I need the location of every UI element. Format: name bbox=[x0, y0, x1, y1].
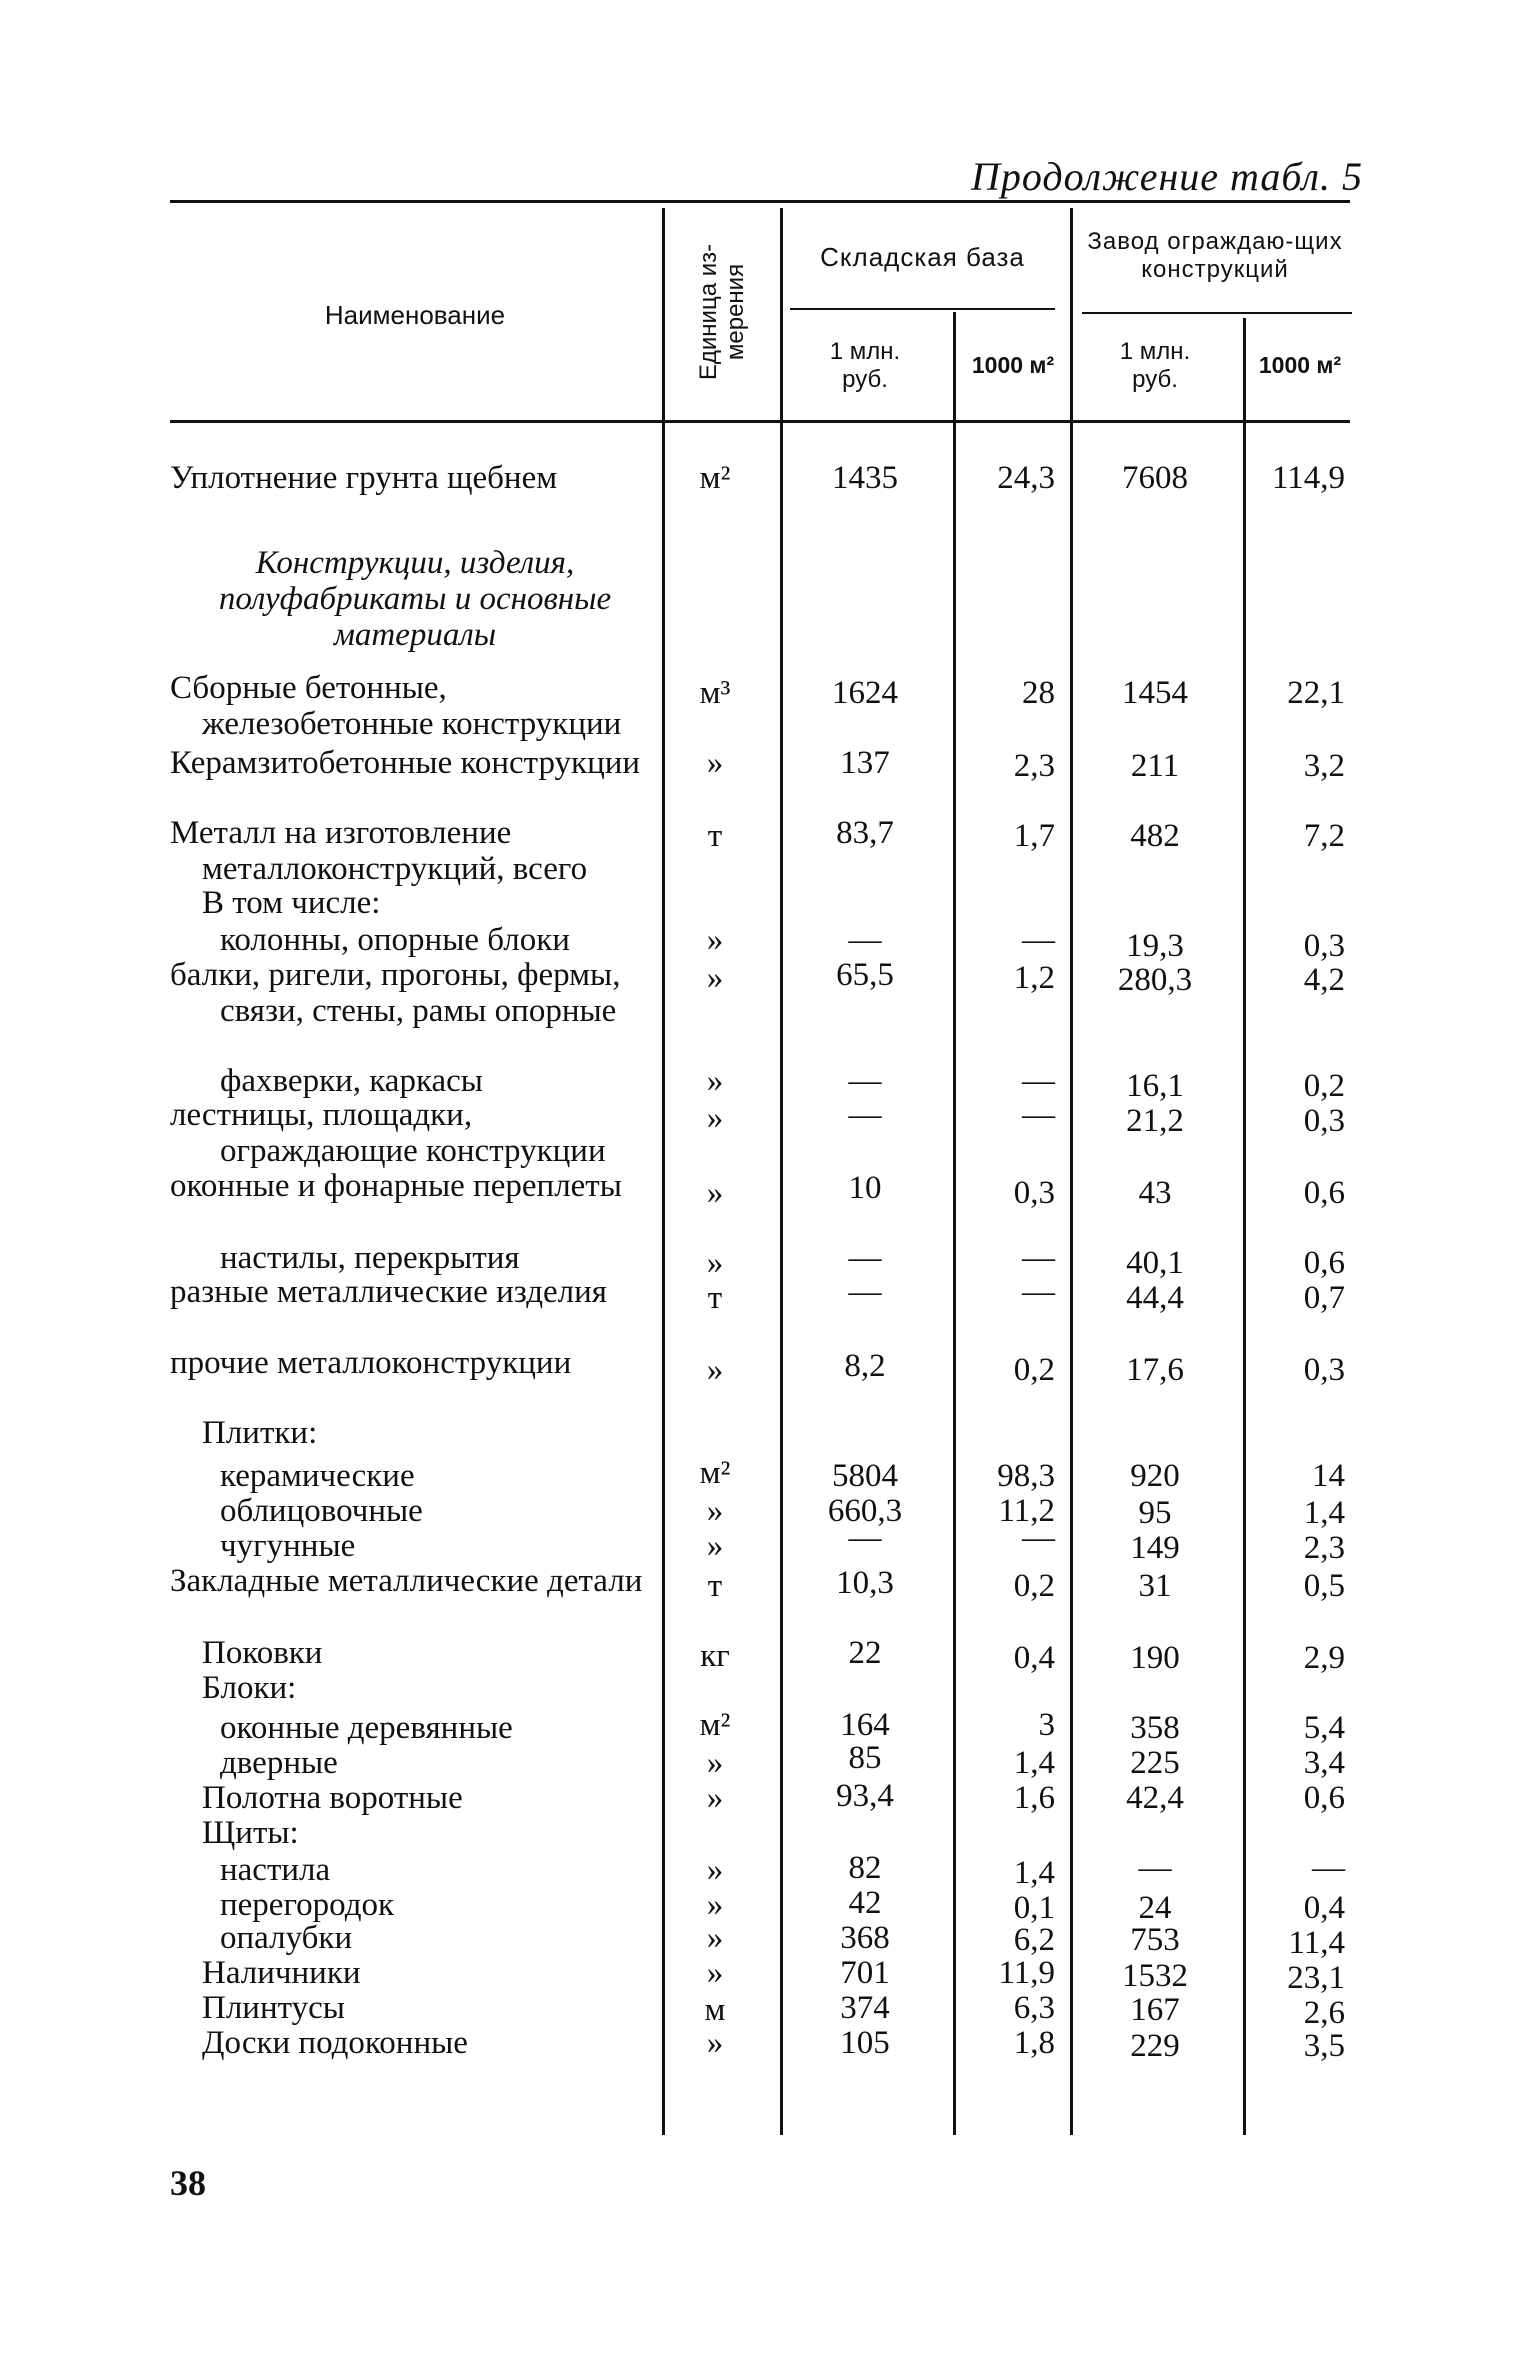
value-cell: 374 bbox=[840, 1990, 890, 2026]
value-cell: 11,4 bbox=[1288, 1925, 1345, 1961]
value-cell: 105 bbox=[840, 2025, 890, 2061]
value-cell: 753 bbox=[1130, 1922, 1180, 1958]
value-cell: 5,4 bbox=[1303, 1710, 1345, 1746]
unit-cell: » bbox=[706, 2025, 724, 2061]
value-cell: 1,4 bbox=[1303, 1495, 1345, 1531]
value-cell: 28 bbox=[1022, 675, 1055, 711]
value-cell: 95 bbox=[1138, 1495, 1172, 1531]
header-plant-1000: 1000 м² bbox=[1258, 352, 1342, 378]
value-cell: 23,1 bbox=[1287, 1960, 1345, 1996]
value-cell: 42,4 bbox=[1126, 1780, 1184, 1816]
value-cell: 5804 bbox=[832, 1458, 898, 1494]
table-row: оконные деревянные bbox=[220, 1710, 513, 1746]
table-row: лестницы, площадки, ограждающие конструкции bbox=[170, 1097, 606, 1169]
unit-cell: т bbox=[707, 1280, 723, 1316]
value-cell: 1,4 bbox=[1013, 1855, 1055, 1891]
value-cell: 22 bbox=[848, 1635, 882, 1671]
header-warehouse-1000: 1000 м² bbox=[971, 352, 1055, 378]
value-cell: 0,2 bbox=[1303, 1068, 1345, 1104]
value-cell: 93,4 bbox=[836, 1778, 894, 1814]
value-cell: 368 bbox=[840, 1920, 890, 1956]
value-cell: 0,6 bbox=[1303, 1245, 1345, 1281]
value-cell: 4,2 bbox=[1303, 962, 1345, 998]
value-cell: 0,6 bbox=[1303, 1780, 1345, 1816]
table-row: керамические bbox=[220, 1458, 415, 1494]
value-cell: 660,3 bbox=[827, 1493, 903, 1529]
unit-cell: » bbox=[706, 1175, 724, 1211]
value-cell: 42 bbox=[848, 1885, 882, 1921]
value-cell: 920 bbox=[1130, 1458, 1180, 1494]
page-number: 38 bbox=[170, 2163, 206, 2203]
value-cell: — bbox=[1022, 922, 1055, 958]
unit-cell: т bbox=[707, 818, 723, 854]
value-cell: 3,4 bbox=[1303, 1745, 1345, 1781]
value-cell: 358 bbox=[1130, 1710, 1180, 1746]
header-plant: Завод ограждаю-щих конструкций bbox=[1087, 228, 1343, 283]
table-row: прочие металлоконструкции bbox=[170, 1345, 572, 1381]
value-cell: — bbox=[848, 1520, 882, 1556]
value-cell: 44,4 bbox=[1126, 1280, 1184, 1316]
value-cell: 1,8 bbox=[1013, 2025, 1055, 2061]
value-cell: 114,9 bbox=[1271, 460, 1345, 496]
value-cell: 85 bbox=[848, 1740, 882, 1776]
value-cell: 82 bbox=[848, 1850, 882, 1886]
value-cell: 6,2 bbox=[1013, 1922, 1055, 1958]
unit-cell: » bbox=[706, 1352, 724, 1388]
value-cell: — bbox=[848, 1097, 882, 1133]
table-row: балки, ригели, прогоны, фермы, связи, стены, рамы опорные bbox=[170, 957, 621, 1029]
table-row: настила bbox=[220, 1852, 331, 1888]
subheading: Щиты: bbox=[202, 1815, 299, 1851]
table-row: облицовочные bbox=[220, 1493, 423, 1529]
unit-cell: » bbox=[706, 1063, 724, 1099]
table-row: Керамзитобетонные конструкции bbox=[170, 745, 641, 781]
value-cell: 8,2 bbox=[844, 1348, 886, 1384]
value-cell: 40,1 bbox=[1126, 1245, 1184, 1281]
header-warehouse-mln: 1 млн. руб. bbox=[829, 338, 901, 393]
value-cell: 98,3 bbox=[997, 1458, 1055, 1494]
value-cell: 0,2 bbox=[1013, 1568, 1055, 1604]
value-cell: 0,3 bbox=[1303, 1103, 1345, 1139]
table-row: Поковки bbox=[202, 1635, 323, 1671]
table-row: опалубки bbox=[220, 1920, 353, 1956]
value-cell: 3 bbox=[1038, 1707, 1055, 1743]
value-cell: 1435 bbox=[832, 460, 898, 496]
table-row: Наличники bbox=[202, 1955, 361, 1991]
value-cell: 0,6 bbox=[1303, 1175, 1345, 1211]
value-cell: 83,7 bbox=[836, 815, 894, 851]
value-cell: 11,9 bbox=[998, 1955, 1055, 1991]
unit-cell: м bbox=[704, 1992, 726, 2028]
value-cell: 225 bbox=[1130, 1745, 1180, 1781]
value-cell: 0,7 bbox=[1303, 1280, 1345, 1316]
value-cell: 24 bbox=[1138, 1890, 1172, 1926]
value-cell: 0,3 bbox=[1013, 1175, 1055, 1211]
value-cell: 0,1 bbox=[1013, 1890, 1055, 1926]
value-cell: 6,3 bbox=[1013, 1990, 1055, 2026]
value-cell: — bbox=[848, 922, 882, 958]
value-cell: 482 bbox=[1130, 818, 1180, 854]
value-cell: 1,7 bbox=[1013, 818, 1055, 854]
value-cell: 2,3 bbox=[1013, 748, 1055, 784]
value-cell: 1,2 bbox=[1013, 960, 1055, 996]
unit-cell: » bbox=[706, 1100, 724, 1136]
header-name: Наименование bbox=[324, 300, 506, 330]
value-cell: — bbox=[848, 1274, 882, 1310]
value-cell: 280,3 bbox=[1117, 962, 1193, 998]
value-cell: 14 bbox=[1312, 1458, 1345, 1494]
value-cell: — bbox=[1022, 1520, 1055, 1556]
table-row: фахверки, каркасы bbox=[220, 1063, 483, 1099]
value-cell: 0,2 bbox=[1013, 1352, 1055, 1388]
subheading: В том числе: bbox=[202, 885, 381, 921]
table-row: колонны, опорные блоки bbox=[220, 922, 570, 958]
table-row: Доски подоконные bbox=[202, 2025, 468, 2061]
value-cell: 16,1 bbox=[1126, 1068, 1184, 1104]
value-cell: — bbox=[848, 1063, 882, 1099]
value-cell: 0,3 bbox=[1303, 928, 1345, 964]
value-cell: — bbox=[1138, 1850, 1172, 1886]
table-row: Металл на изготовление металлоконструкций, всего bbox=[170, 815, 588, 887]
header-plant-mln: 1 млн. руб. bbox=[1119, 338, 1191, 393]
value-cell: 211 bbox=[1130, 748, 1180, 784]
section-heading: Конструкции, изделия, полуфабрикаты и основные материалы bbox=[218, 545, 612, 653]
table-row: Уплотнение грунта щебнем bbox=[170, 460, 558, 496]
table-row: Плинтусы bbox=[202, 1990, 345, 2026]
value-cell: 65,5 bbox=[836, 957, 894, 993]
value-cell: 0,4 bbox=[1303, 1890, 1345, 1926]
unit-cell: т bbox=[707, 1568, 723, 1604]
table-row: дверные bbox=[220, 1745, 338, 1781]
unit-cell: » bbox=[706, 922, 724, 958]
value-cell: 1454 bbox=[1122, 675, 1188, 711]
value-cell: 10,3 bbox=[836, 1565, 894, 1601]
value-cell: 1532 bbox=[1122, 1958, 1188, 1994]
table-row: Полотна воротные bbox=[202, 1780, 463, 1816]
value-cell: 1,4 bbox=[1013, 1745, 1055, 1781]
table-row: Сборные бетонные, железобетонные конструкции bbox=[170, 670, 622, 742]
unit-cell: м² bbox=[699, 1707, 731, 1743]
value-cell: 2,9 bbox=[1303, 1640, 1345, 1676]
value-cell: 3,2 bbox=[1303, 748, 1345, 784]
value-cell: 7,2 bbox=[1303, 818, 1345, 854]
unit-cell: м² bbox=[699, 460, 731, 496]
value-cell: — bbox=[1022, 1063, 1055, 1099]
unit-cell: » bbox=[706, 1245, 724, 1281]
unit-cell: » bbox=[706, 745, 724, 781]
table-row: перегородок bbox=[220, 1887, 395, 1923]
value-cell: 11,2 bbox=[998, 1493, 1055, 1529]
unit-cell: » bbox=[706, 960, 724, 996]
unit-cell: м³ bbox=[699, 675, 731, 711]
value-cell: 0,3 bbox=[1303, 1352, 1345, 1388]
subheading: Блоки: bbox=[202, 1670, 297, 1706]
unit-cell: » bbox=[706, 1920, 724, 1956]
value-cell: 164 bbox=[840, 1707, 890, 1743]
table-row: чугунные bbox=[220, 1528, 356, 1564]
unit-cell: » bbox=[706, 1528, 724, 1564]
value-cell: 24,3 bbox=[997, 460, 1055, 496]
value-cell: 2,3 bbox=[1303, 1530, 1345, 1566]
value-cell: — bbox=[1312, 1850, 1345, 1886]
table-row: настилы, перекрытия bbox=[220, 1240, 520, 1276]
table-row: разные металлические изделия bbox=[170, 1274, 607, 1310]
value-cell: — bbox=[1022, 1240, 1055, 1276]
value-cell: 2,6 bbox=[1303, 1995, 1345, 2031]
value-cell: 1,6 bbox=[1013, 1780, 1055, 1816]
value-cell: 0,4 bbox=[1013, 1640, 1055, 1676]
unit-cell: » bbox=[706, 1745, 724, 1781]
value-cell: 31 bbox=[1138, 1568, 1172, 1604]
value-cell: 19,3 bbox=[1126, 928, 1184, 964]
unit-cell: » bbox=[706, 1493, 724, 1529]
value-cell: 1624 bbox=[832, 675, 898, 711]
value-cell: 22,1 bbox=[1287, 675, 1345, 711]
subheading: Плитки: bbox=[202, 1415, 318, 1451]
value-cell: 137 bbox=[840, 745, 890, 781]
value-cell: 167 bbox=[1130, 1992, 1180, 2028]
value-cell: 43 bbox=[1138, 1175, 1172, 1211]
value-cell: 190 bbox=[1130, 1640, 1180, 1676]
unit-cell: » bbox=[706, 1852, 724, 1888]
value-cell: 21,2 bbox=[1126, 1103, 1184, 1139]
value-cell: — bbox=[1022, 1097, 1055, 1133]
header-warehouse: Складская база bbox=[820, 242, 1025, 272]
value-cell: 149 bbox=[1130, 1530, 1180, 1566]
value-cell: 3,5 bbox=[1303, 2028, 1345, 2064]
value-cell: — bbox=[1022, 1274, 1055, 1310]
unit-cell: » bbox=[706, 1887, 724, 1923]
unit-cell: » bbox=[706, 1780, 724, 1816]
value-cell: 17,6 bbox=[1126, 1352, 1184, 1388]
value-cell: — bbox=[848, 1240, 882, 1276]
value-cell: 0,5 bbox=[1303, 1568, 1345, 1604]
value-cell: 10 bbox=[848, 1170, 882, 1206]
table-row: оконные и фонарные переплеты bbox=[170, 1168, 622, 1204]
value-cell: 229 bbox=[1130, 2028, 1180, 2064]
unit-cell: кг bbox=[700, 1638, 730, 1674]
value-cell: 701 bbox=[840, 1955, 890, 1991]
table-row: Закладные металлические детали bbox=[170, 1563, 643, 1599]
table-caption: Продолжение табл. 5 bbox=[970, 154, 1363, 199]
header-unit: Единица из-мерения bbox=[695, 243, 749, 381]
value-cell: 7608 bbox=[1122, 460, 1188, 496]
unit-cell: » bbox=[706, 1955, 724, 1991]
unit-cell: м² bbox=[699, 1455, 731, 1491]
